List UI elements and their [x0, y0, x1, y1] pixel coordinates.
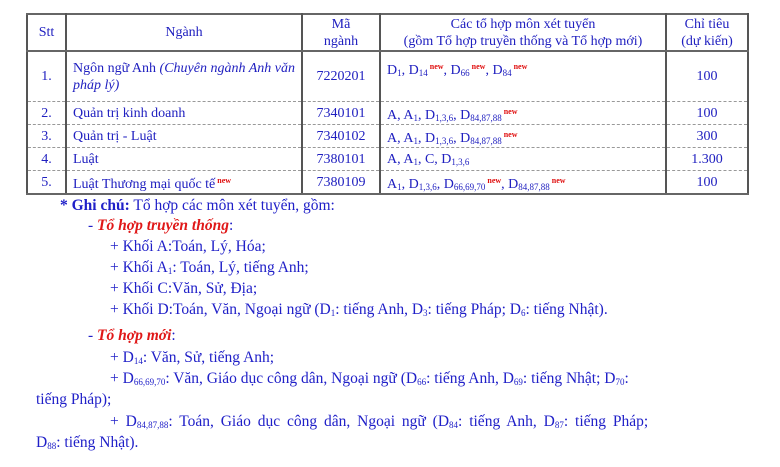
- cell-chi-tieu: 100: [666, 102, 748, 125]
- cell-to-hop: A, $A_1$, $D_{1,3,6}$, $D_{84,87,88}^{new}$: [380, 125, 666, 148]
- table-header-row: [27, 14, 748, 51]
- new-badge: new: [503, 129, 518, 139]
- d84-cont-line: $D_{88}$: tiếng Nhật).: [36, 434, 139, 451]
- new-badge: new: [503, 106, 518, 116]
- cell-ma: 7220201: [302, 51, 380, 102]
- admission-table: [26, 13, 749, 195]
- cell-ma: 7380101: [302, 148, 380, 171]
- cell-stt: 1.: [27, 51, 66, 102]
- cell-stt: 3.: [27, 125, 66, 148]
- khoi-a-line: + Khối A:Toán, Lý, Hóa;: [110, 238, 266, 255]
- header-ma-line1: Mã: [331, 16, 351, 32]
- table-row: [27, 171, 748, 195]
- cell-ma: 7340101: [302, 102, 380, 125]
- khoi-d-line: + Khối D:Toán, Văn, Ngoại ngữ ($D_1$: tiếng Anh, $D_3$: tiếng Pháp; $D_6$: tiếng Nhật).: [110, 301, 608, 318]
- nganh-name: Ngôn ngữ Anh: [73, 60, 160, 76]
- notes-title-line: * Ghi chú: Tổ hợp các môn xét tuyển, gồm:: [60, 197, 335, 214]
- table-row: [27, 102, 748, 125]
- new-badge: new: [429, 62, 444, 71]
- cell-to-hop: A, $A_1$, $D_{1,3,6}$, $D_{84,87,88}^{new}$: [380, 102, 666, 125]
- cell-chi-tieu: 100: [666, 51, 748, 102]
- header-chitieu-line2: (dự kiến): [681, 33, 733, 49]
- cell-to-hop: $A_1$, $D_{1,3,6}$, $D_{66,69,70}^{new}$, $D_{84,87,88}^{new}$: [380, 171, 666, 195]
- new-heading: - Tổ hợp mới:: [88, 327, 176, 344]
- notes-intro: Tổ hợp các môn xét tuyển, gồm:: [129, 197, 335, 214]
- khoi-c-line: + Khối C:Văn, Sử, Địa;: [110, 280, 258, 297]
- header-tohop-line2: (gồm Tổ hợp truyền thống và Tổ hợp mới): [403, 33, 643, 49]
- d66-cont-line: tiếng Pháp);: [36, 391, 112, 408]
- nganh-name: Luật Thương mại quốc tế: [73, 176, 216, 192]
- header-nganh: Ngành: [66, 14, 302, 51]
- nganh-note: (Chuyên ngành Anh văn pháp lý): [73, 60, 295, 93]
- header-to-hop: [380, 14, 666, 51]
- table-row: [27, 51, 748, 102]
- d66-line: + $D_{66,69,70}$: Văn, Giáo dục công dân, Ngoại ngữ ($D_{66}$: tiếng Anh, $D_{69}$: tiếng Nhật; $D_{70}$:: [110, 370, 629, 387]
- new-badge: new: [487, 175, 502, 185]
- cell-nganh: Quản trị kinh doanh: [66, 102, 302, 125]
- cell-stt: 4.: [27, 148, 66, 171]
- header-stt: Stt: [27, 14, 66, 51]
- table-row: [27, 125, 748, 148]
- cell-chi-tieu: 300: [666, 125, 748, 148]
- cell-nganh: [66, 51, 302, 102]
- d84-line: + $D_{84,87,88}$: Toán, Giáo dục công dân, Ngoại ngữ ($D_{84}$: tiếng Anh, $D_{87}$: tiếng Pháp;: [110, 413, 649, 430]
- cell-stt: 5.: [27, 171, 66, 195]
- cell-nganh: Quản trị - Luật: [66, 125, 302, 148]
- header-tohop-line1: Các tổ hợp môn xét tuyển: [450, 16, 596, 32]
- new-badge: new: [513, 62, 528, 71]
- new-badge: new: [551, 175, 566, 185]
- cell-chi-tieu: 1.300: [666, 148, 748, 171]
- cell-nganh: Luật: [66, 148, 302, 171]
- khoi-a1-line: + Khối $A_1$: Toán, Lý, tiếng Anh;: [110, 259, 309, 276]
- cell-to-hop: $D_1$, $D_{14}^{new}$, $D_{66}^{new}$, $D_{84}^{new}$: [380, 51, 666, 102]
- cell-to-hop: A, $A_1$, C, $D_{1,3,6}$: [380, 148, 666, 171]
- cell-nganh: [66, 171, 302, 195]
- header-ma-nganh: [302, 14, 380, 51]
- cell-ma: 7340102: [302, 125, 380, 148]
- cell-chi-tieu: 100: [666, 171, 748, 195]
- cell-ma: 7380109: [302, 171, 380, 195]
- notes-title: Ghi chú:: [71, 197, 130, 214]
- cell-stt: 2.: [27, 102, 66, 125]
- new-badge: new: [217, 175, 232, 185]
- traditional-heading: - Tổ hợp truyền thống:: [88, 217, 234, 234]
- header-ma-line2: ngành: [323, 33, 359, 49]
- table-row: [27, 148, 748, 171]
- header-chitieu-line1: Chỉ tiêu: [684, 16, 730, 32]
- new-badge: new: [471, 62, 486, 71]
- d14-line: + $D_{14}$: Văn, Sử, tiếng Anh;: [110, 349, 275, 366]
- header-chi-tieu: [666, 14, 748, 51]
